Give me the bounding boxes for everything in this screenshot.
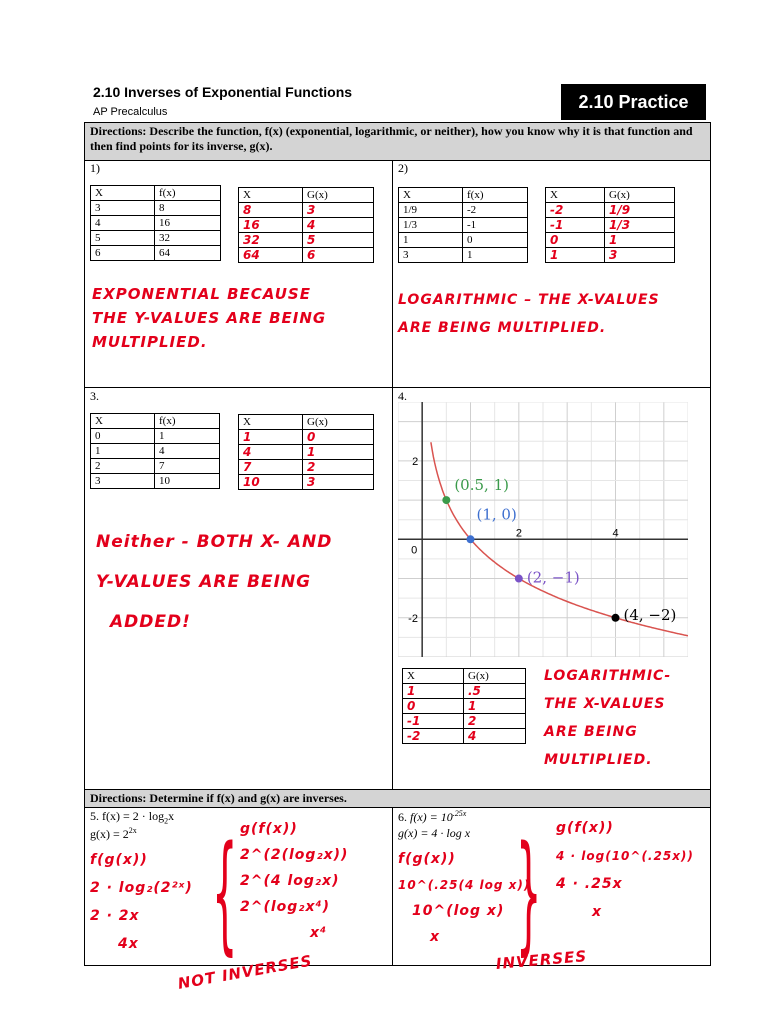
handwritten-cell: 6: [303, 248, 374, 263]
table-cell: 64: [155, 246, 221, 261]
handwritten-cell: 1: [546, 248, 605, 263]
handwritten-cell: 32: [239, 233, 303, 248]
handwritten-work: f(g(x)) 2 · log₂(2²ˣ) 2 · 2x 4x: [90, 852, 193, 952]
brace: {: [212, 822, 239, 970]
tick-label-y2: 2: [412, 455, 419, 468]
handwritten-answer: LOGARITHMIC- THE X-VALUES ARE BEING MULTIPLIED.: [544, 668, 672, 768]
handwritten-cell: 0: [403, 699, 464, 714]
tick-label-ym2: -2: [408, 612, 418, 625]
problem-6-fx: 6. $f(x) = 10^{.25x}$: [398, 809, 467, 824]
table-cell: 1: [155, 429, 220, 444]
handwritten-work: g(f(x)) 4 · log(10^(.25x)) 4 · .25x x: [556, 820, 694, 920]
handwritten-cell: -2: [403, 729, 464, 744]
tick-label-x0: 0: [411, 544, 418, 557]
graph-point: [442, 496, 450, 504]
table-cell: 6: [91, 246, 155, 261]
log-graph: [398, 402, 688, 657]
table-header: X: [239, 415, 303, 430]
graph-point: [467, 535, 475, 543]
handwritten-cell: 1: [403, 684, 464, 699]
f-table: [398, 187, 528, 263]
table-header: G(x): [303, 188, 374, 203]
handwritten-cell: 16: [239, 218, 303, 233]
page-title: 2.10 Inverses of Exponential Functions: [93, 84, 353, 100]
graph-point: [612, 614, 620, 622]
table-cell: 10: [155, 474, 220, 489]
point-label: (2, −1): [526, 568, 580, 587]
problem-5-fx: 5. $f(x) = 2 \cdot \log_2x$: [90, 809, 175, 826]
handwritten-cell: 3: [303, 475, 374, 490]
point-label: (1, 0): [476, 505, 517, 524]
brace: }: [516, 822, 543, 970]
table-cell: 4: [91, 216, 155, 231]
handwritten-cell: -2: [546, 203, 605, 218]
problem-number: 4.: [398, 389, 407, 403]
directions-text: Directions: Describe the function, f(x) (exponential, logarithmic, or neither), how you know why it is that function and then find points for its inverse, g(x).: [90, 124, 693, 153]
divider: [84, 807, 711, 808]
table-header: G(x): [464, 669, 526, 684]
handwritten-cell: 2: [303, 460, 374, 475]
table-cell: 1/3: [399, 218, 463, 233]
point-label: (0.5, 1): [454, 476, 509, 495]
handwritten-answer: Neither - BOTH X- AND Y-VALUES ARE BEING ADDED!: [96, 532, 333, 632]
table-header: X: [91, 186, 155, 201]
handwritten-cell: 4: [239, 445, 303, 460]
problem-number: 1): [90, 161, 100, 175]
handwritten-work: f(g(x)) 10^(.25(4 log x)) 10^(log x) x: [398, 851, 531, 945]
table-cell: 5: [91, 231, 155, 246]
g-table: [545, 187, 675, 263]
problem-number: 3.: [90, 389, 99, 403]
verdict: INVERSES: [495, 947, 588, 973]
problem-5-gx: $g(x) = 2^{2x}$: [90, 826, 137, 841]
table-cell: 3: [91, 474, 155, 489]
table-cell: 8: [155, 201, 221, 216]
table-cell: 3: [91, 201, 155, 216]
handwritten-cell: 4: [303, 218, 374, 233]
handwritten-cell: 8: [239, 203, 303, 218]
table-cell: 32: [155, 231, 221, 246]
table-cell: 3: [399, 248, 463, 263]
divider: [392, 160, 393, 789]
handwritten-cell: 5: [303, 233, 374, 248]
table-cell: 7: [155, 459, 220, 474]
point-label: (4, −2): [623, 605, 677, 624]
directions-text-2: Directions: Determine if f(x) and g(x) are inverses.: [90, 791, 347, 805]
g-table: [238, 187, 374, 263]
g-table: [402, 668, 526, 744]
problem-number: 2): [398, 161, 408, 175]
verdict: NOT INVERSES: [176, 951, 314, 993]
table-header: X: [91, 414, 155, 429]
handwritten-work: g(f(x)) 2^(2(log₂x)) 2^(4 log₂x) 2^(log₂x⁴) x⁴: [240, 821, 349, 941]
table-header: X: [403, 669, 464, 684]
table-header: f(x): [155, 414, 220, 429]
table-cell: 0: [463, 233, 528, 248]
table-header: X: [239, 188, 303, 203]
table-header: f(x): [155, 186, 221, 201]
table-header: X: [399, 188, 463, 203]
handwritten-answer: LOGARITHMIC – THE X-VALUES ARE BEING MULTIPLIED.: [398, 292, 660, 336]
handwritten-cell: -1: [403, 714, 464, 729]
handwritten-answer: EXPONENTIAL BECAUSE THE Y-VALUES ARE BEING MULTIPLIED.: [92, 285, 327, 351]
tick-label-x2: 2: [515, 527, 522, 540]
table-cell: -1: [463, 218, 528, 233]
handwritten-cell: 0: [546, 233, 605, 248]
handwritten-cell: .5: [464, 684, 526, 699]
problem-6-gx: g(x) = 4 · log x: [398, 826, 471, 840]
table-cell: -2: [463, 203, 528, 218]
table-header: X: [546, 188, 605, 203]
divider: [392, 807, 393, 965]
divider: [84, 387, 711, 388]
table-header: G(x): [605, 188, 675, 203]
handwritten-cell: 7: [239, 460, 303, 475]
f-table: [90, 185, 221, 261]
graph-point: [515, 575, 523, 583]
handwritten-cell: 1: [464, 699, 526, 714]
handwritten-cell: 0: [303, 430, 374, 445]
handwritten-cell: 2: [464, 714, 526, 729]
table-cell: 1: [463, 248, 528, 263]
table-cell: 1/9: [399, 203, 463, 218]
handwritten-cell: 3: [303, 203, 374, 218]
g-table: [238, 414, 374, 490]
handwritten-cell: 3: [605, 248, 675, 263]
handwritten-cell: 1/3: [605, 218, 675, 233]
course-subtitle: AP Precalculus: [93, 106, 168, 118]
table-header: G(x): [303, 415, 374, 430]
handwritten-cell: 1: [303, 445, 374, 460]
handwritten-cell: 10: [239, 475, 303, 490]
table-cell: 1: [399, 233, 463, 248]
table-cell: 2: [91, 459, 155, 474]
f-table: [90, 413, 220, 489]
handwritten-cell: 4: [464, 729, 526, 744]
handwritten-cell: 1: [605, 233, 675, 248]
table-cell: 0: [91, 429, 155, 444]
handwritten-cell: 64: [239, 248, 303, 263]
handwritten-cell: 1/9: [605, 203, 675, 218]
handwritten-cell: -1: [546, 218, 605, 233]
table-cell: 4: [155, 444, 220, 459]
table-cell: 16: [155, 216, 221, 231]
handwritten-cell: 1: [239, 430, 303, 445]
table-header: f(x): [463, 188, 528, 203]
table-cell: 1: [91, 444, 155, 459]
practice-badge: 2.10 Practice: [561, 84, 706, 120]
tick-label-x4: 4: [612, 527, 619, 540]
